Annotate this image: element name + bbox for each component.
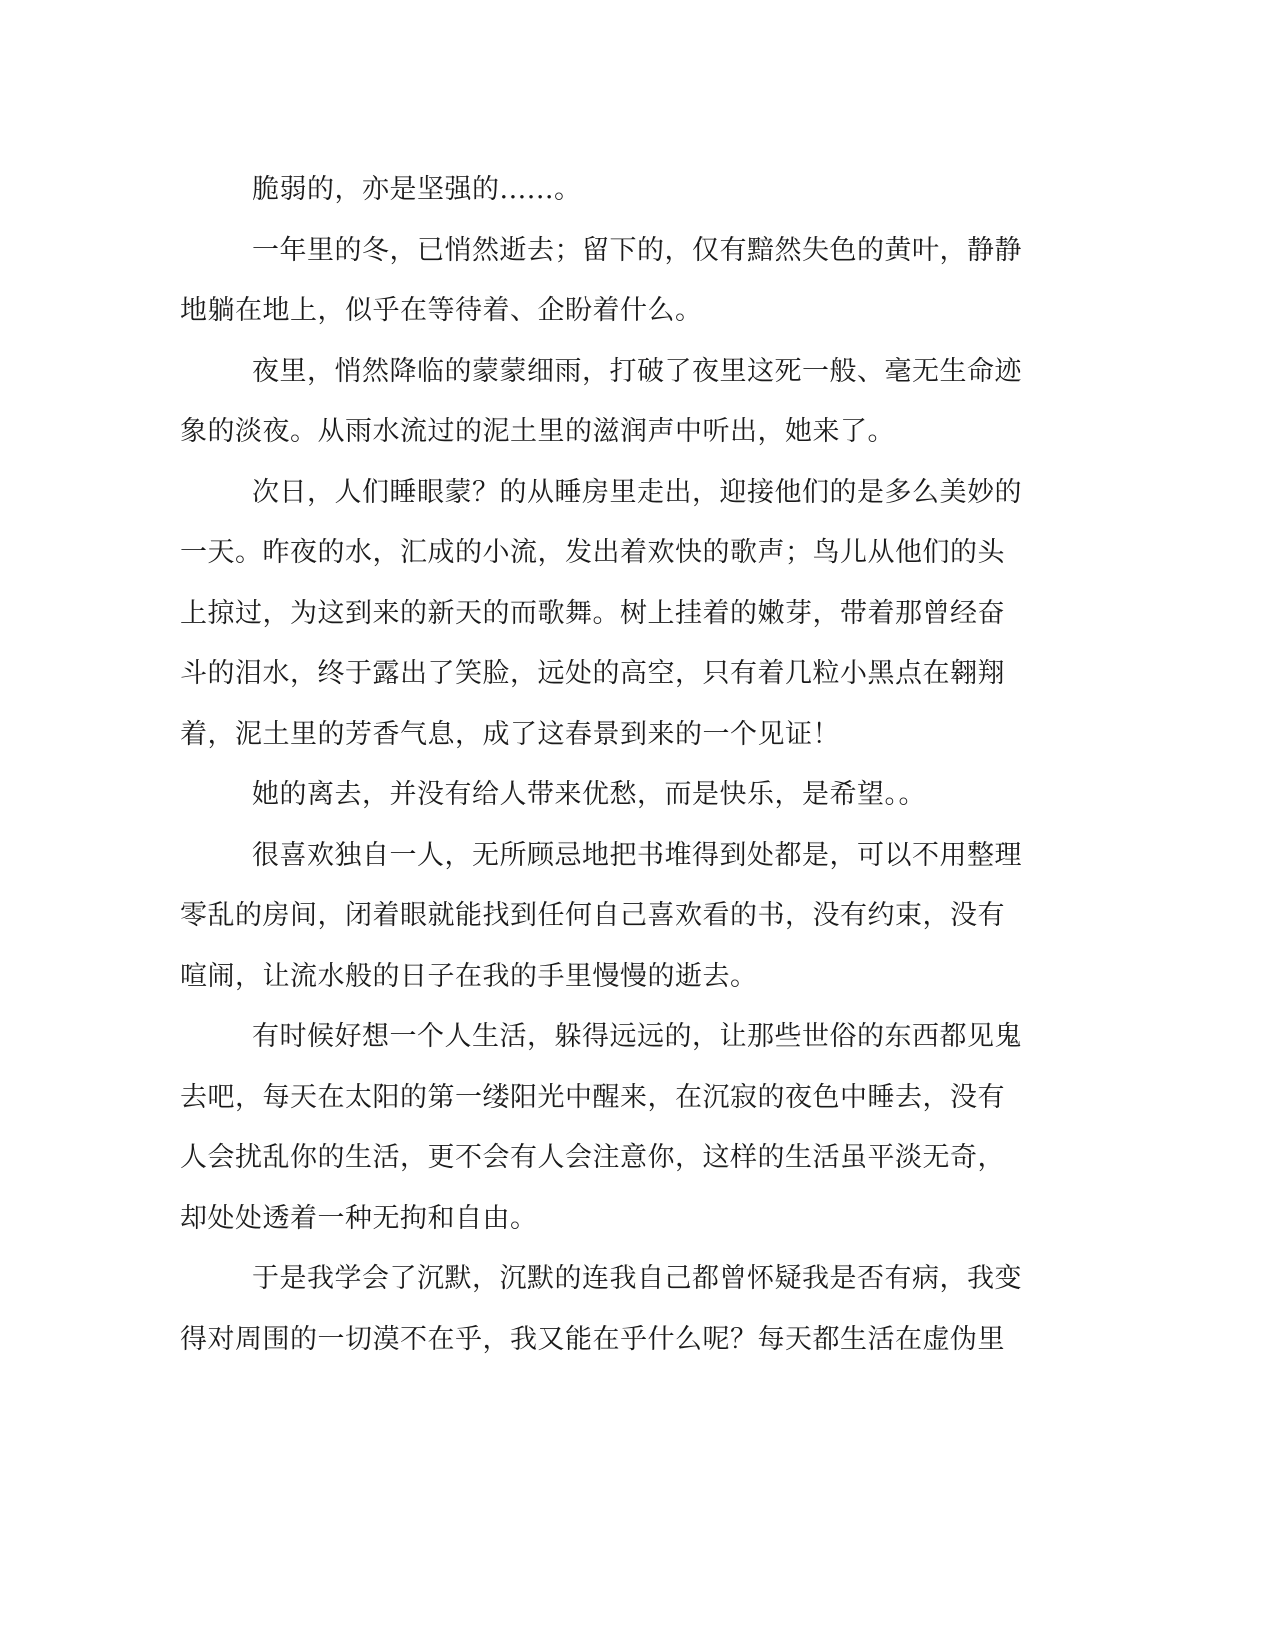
text-line: 有时候好想一个人生活，躲得远远的，让那些世俗的东西都见鬼 bbox=[252, 1021, 1022, 1052]
body-text bbox=[180, 160, 1040, 1370]
text-line: 象的淡夜。从雨水流过的泥土里的滋润声中听出，她来了。 bbox=[180, 416, 895, 447]
text-line: 着，泥土里的芳香气息，成了这春景到来的一个见证！ bbox=[180, 718, 840, 750]
text-line: 得对周围的一切漠不在乎，我又能在乎什么呢？每天都生活在虚伪里 bbox=[180, 1323, 1005, 1355]
text-line: 一年里的冬，已悄然逝去；留下的，仅有黯然失色的黄叶，静静 bbox=[252, 234, 1022, 266]
text-line: 喧闹，让流水般的日子在我的手里慢慢的逝去。 bbox=[180, 960, 758, 992]
text-line: 上掠过，为这到来的新天的而歌舞。树上挂着的嫩芽，带着那曾经奋 bbox=[180, 597, 1005, 629]
text-line: 很喜欢独自一人，无所顾忌地把书堆得到处都是，可以不用整理 bbox=[252, 839, 1022, 871]
text-line: 夜里，悄然降临的蒙蒙细雨，打破了夜里这死一般、毫无生命迹 bbox=[252, 355, 1022, 387]
text-line: 去吧，每天在太阳的第一缕阳光中醒来，在沉寂的夜色中睡去，没有 bbox=[180, 1081, 1005, 1113]
text-line: 她的离去，并没有给人带来优愁，而是快乐，是希望。。 bbox=[252, 779, 926, 810]
text-line: 却处处透着一种无拘和自由。 bbox=[180, 1202, 538, 1234]
text-line: 地躺在地上，似乎在等待着、企盼着什么。 bbox=[180, 295, 703, 326]
text-line: 脆弱的，亦是坚强的......。 bbox=[252, 174, 582, 205]
text-line: 次日，人们睡眼蒙？的从睡房里走出，迎接他们的是多么美妙的 bbox=[252, 476, 1022, 508]
text-line: 一天。昨夜的水，汇成的小流，发出着欢快的歌声；鸟儿从他们的头 bbox=[180, 537, 1005, 568]
text-line: 零乱的房间，闭着眼就能找到任何自己喜欢看的书，没有约束，没有 bbox=[180, 900, 1005, 931]
text-line: 于是我学会了沉默，沉默的连我自己都曾怀疑我是否有病，我变 bbox=[252, 1263, 1022, 1294]
text-line: 斗的泪水，终于露出了笑脸，远处的高空，只有着几粒小黑点在翱翔 bbox=[180, 658, 1005, 689]
text-line: 人会扰乱你的生活，更不会有人会注意你，这样的生活虽平淡无奇， bbox=[180, 1142, 1005, 1173]
